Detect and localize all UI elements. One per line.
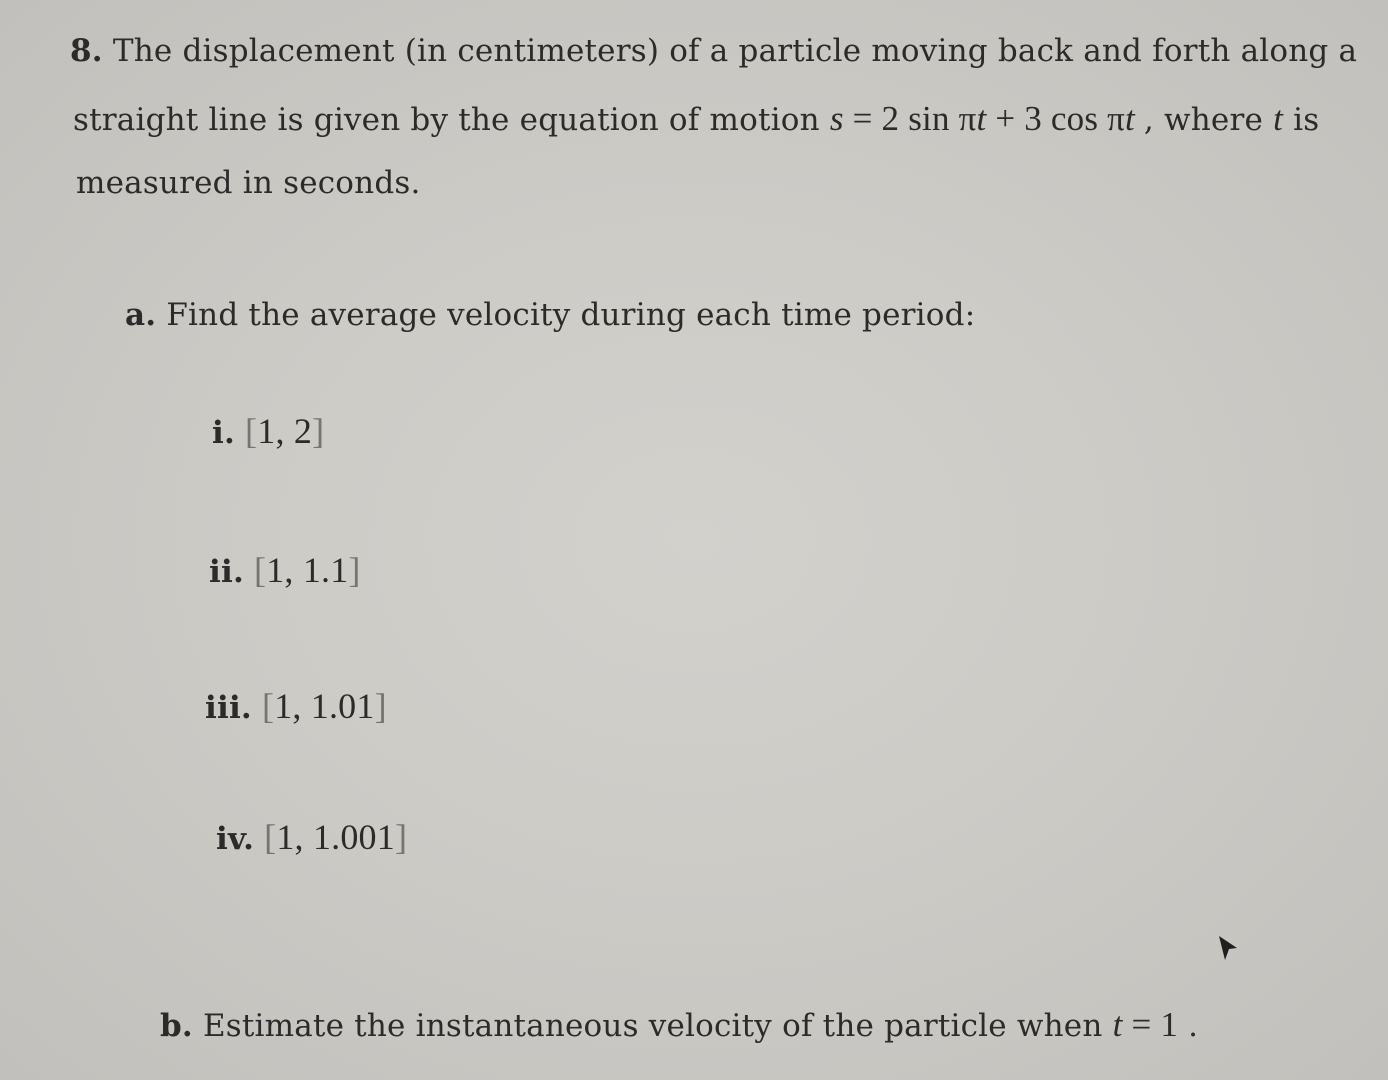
interval-close-bracket: ] (394, 817, 408, 857)
interval-label: iv. (216, 821, 255, 857)
part-b-value: 1 (1160, 1005, 1179, 1044)
interval-open-bracket: [ (254, 550, 267, 590)
interval-value (264, 817, 407, 857)
mouse-pointer-arrow-icon (1216, 934, 1240, 964)
interval-text: 1, 1.01 (274, 686, 375, 726)
interval-text: 1, 1.001 (276, 817, 395, 857)
interval-value (262, 686, 387, 726)
motion-equation (830, 99, 1144, 138)
interval-label: iii. (205, 690, 252, 726)
interval-item-iii (205, 685, 387, 727)
problem-line-2 (73, 99, 1319, 139)
interval-text: 1, 2 (257, 411, 313, 451)
interval-open-bracket: [ (261, 686, 275, 726)
interval-text: 1, 1.1 (266, 550, 349, 590)
part-a-label: a. (125, 297, 157, 333)
equation-plus: + (995, 99, 1016, 138)
interval-open-bracket: [ (264, 817, 277, 857)
equation-var-t-2: t (1125, 99, 1135, 138)
equation-term-2: 3 cos π (1024, 99, 1125, 138)
part-b-var-t: t (1112, 1005, 1123, 1044)
interval-item-iv (216, 816, 407, 858)
part-b-prompt (160, 1005, 1198, 1045)
problem-line-3: measured in seconds. (76, 165, 421, 201)
equation-term-1: 2 sin π (881, 99, 977, 138)
interval-close-bracket: ] (374, 686, 387, 726)
interval-close-bracket: ] (312, 411, 325, 451)
problem-line-2-end: is (1293, 102, 1320, 138)
equation-var-t-1: t (976, 99, 987, 138)
interval-open-bracket: [ (245, 411, 258, 451)
part-b-label: b. (160, 1008, 193, 1044)
equation-var-s: s (829, 99, 844, 138)
part-b-condition (1113, 1005, 1179, 1044)
interval-label: ii. (209, 554, 244, 590)
equation-equals: = (852, 99, 873, 138)
part-a-prompt (125, 297, 975, 333)
interval-item-ii (209, 549, 361, 591)
problem-line-2-post: , where (1143, 102, 1264, 138)
part-a-text: Find the average velocity during each time period: (166, 297, 976, 333)
part-b-equals: = (1131, 1005, 1152, 1044)
interval-value (254, 550, 361, 590)
problem-line-2-text: straight line is given by the equation of motion (73, 102, 820, 138)
interval-item-i (212, 410, 324, 452)
problem-var-t: t (1273, 99, 1284, 138)
problem-number: 8. (70, 33, 103, 69)
interval-close-bracket: ] (348, 550, 361, 590)
interval-label: i. (212, 415, 235, 451)
interval-value (245, 411, 324, 451)
part-b-period: . (1188, 1008, 1199, 1044)
part-b-text: Estimate the instantaneous velocity of the particle when (202, 1008, 1103, 1044)
problem-line-1 (70, 33, 1357, 69)
problem-line-1-text: The displacement (in centimeters) of a particle moving back and forth along a (112, 33, 1358, 69)
